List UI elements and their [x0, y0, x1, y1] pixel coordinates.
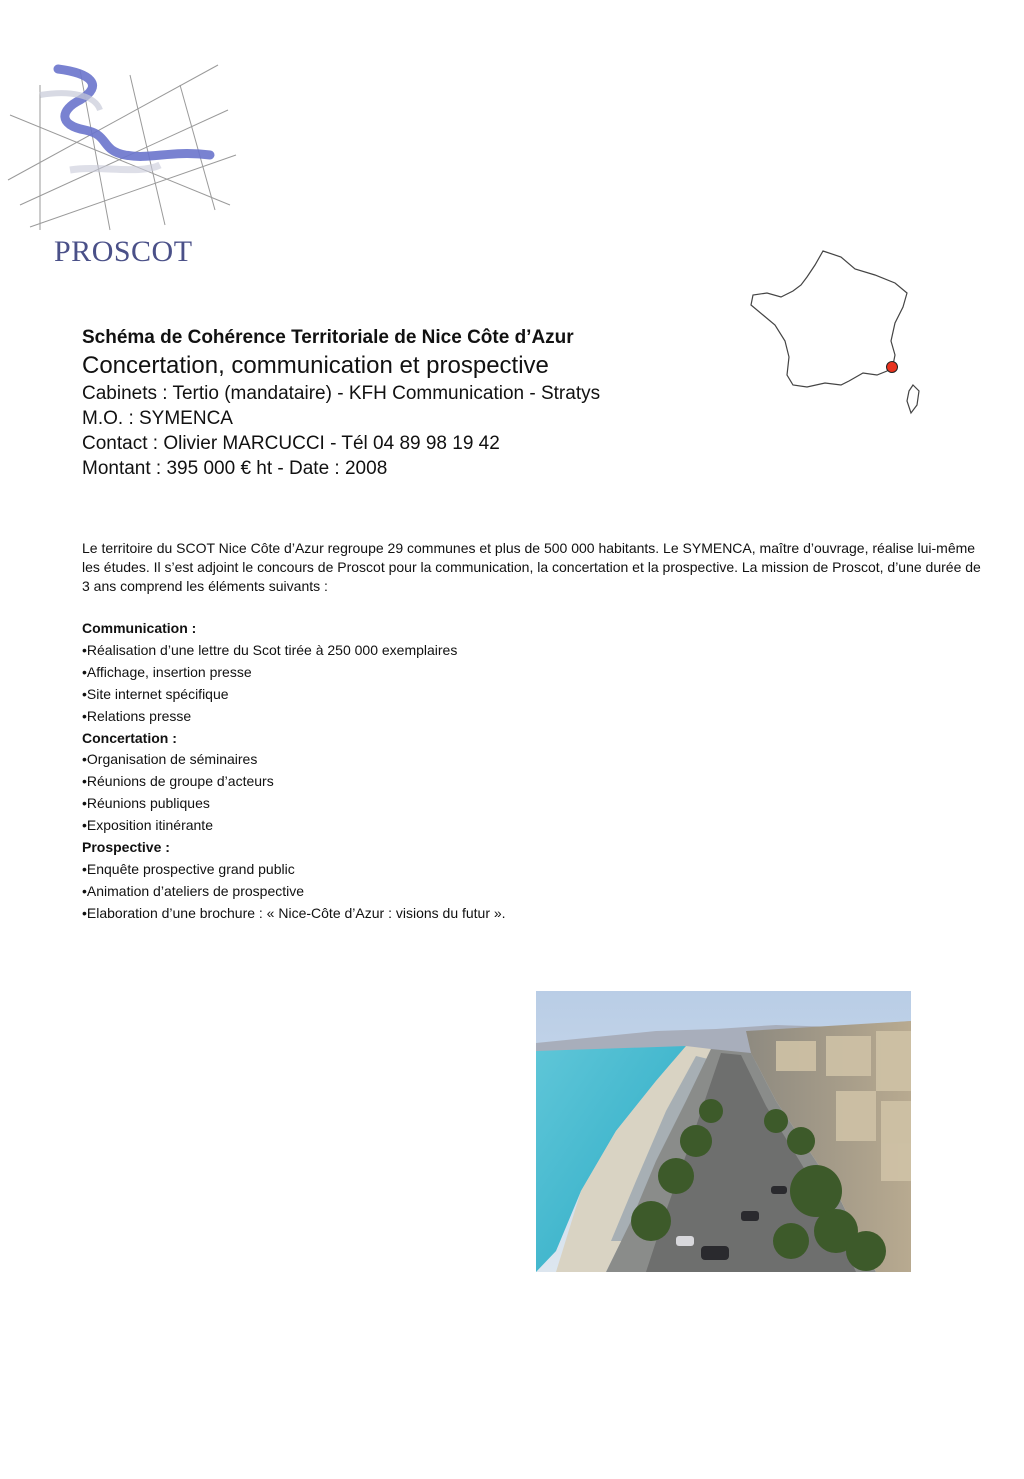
section-list — [82, 859, 782, 925]
project-heading — [82, 325, 742, 481]
montant-line: Montant : 395 000 € ht - Date : 2008 — [82, 458, 388, 479]
nice-coastline-photo-icon — [536, 991, 911, 1272]
logo-text: PROSCOT — [54, 235, 193, 268]
list-item: •Exposition itinérante — [82, 817, 213, 834]
list-item: •Elaboration d’une brochure : « Nice-Côte d’Azur : visions du futur ». — [82, 904, 506, 921]
list-item: •Animation d’ateliers de prospective — [82, 882, 305, 899]
list-item: •Réunions de groupe d’acteurs — [82, 773, 274, 790]
mission-sections — [82, 618, 782, 925]
logo-grid-ribbon-icon — [0, 55, 240, 235]
section-title: Prospective : — [82, 839, 170, 856]
contact-line: Contact : Olivier MARCUCCI - Tél 04 89 98 19 42 — [82, 433, 500, 454]
proscot-logo — [0, 55, 240, 268]
project-title: Schéma de Cohérence Territoriale de Nice Côte d’Azur — [82, 327, 574, 348]
france-map — [745, 245, 930, 420]
corsica-shape — [907, 385, 919, 413]
nice-marker — [887, 362, 898, 373]
list-item: •Réunions publiques — [82, 795, 210, 812]
mo-line: M.O. : SYMENCA — [82, 408, 233, 429]
list-item: •Enquête prospective grand public — [82, 860, 295, 877]
list-item: •Relations presse — [82, 707, 192, 724]
intro-paragraph: Le territoire du SCOT Nice Côte d’Azur regroupe 29 communes et plus de 500 000 habitants. Le SYMENCA, maître d’ouvrage, réalise lui-même les études. Il s’est adjoint le concours de Proscot pour la communication, la concertation et la prospective. La mission de Proscot, d’une durée de 3 ans comprend les éléments suivants : — [82, 540, 981, 594]
list-item: •Site internet spécifique — [82, 685, 229, 702]
nice-coastline-photo — [536, 991, 911, 1272]
section-list — [82, 640, 782, 728]
section-concertation — [82, 728, 782, 838]
list-item: •Réalisation d’une lettre du Scot tirée à 250 000 exemplaires — [82, 641, 458, 658]
cabinets-line: Cabinets : Tertio (mandataire) - KFH Communication - Stratys — [82, 383, 601, 404]
france-map-icon — [745, 245, 930, 420]
section-list — [82, 749, 782, 837]
section-title: Communication : — [82, 620, 197, 636]
section-title: Concertation : — [82, 729, 177, 746]
list-item: •Organisation de séminaires — [82, 751, 258, 768]
list-item: •Affichage, insertion presse — [82, 663, 252, 680]
project-subtitle: Concertation, communication et prospective — [82, 352, 549, 379]
section-communication — [82, 618, 782, 728]
section-prospective — [82, 837, 782, 925]
